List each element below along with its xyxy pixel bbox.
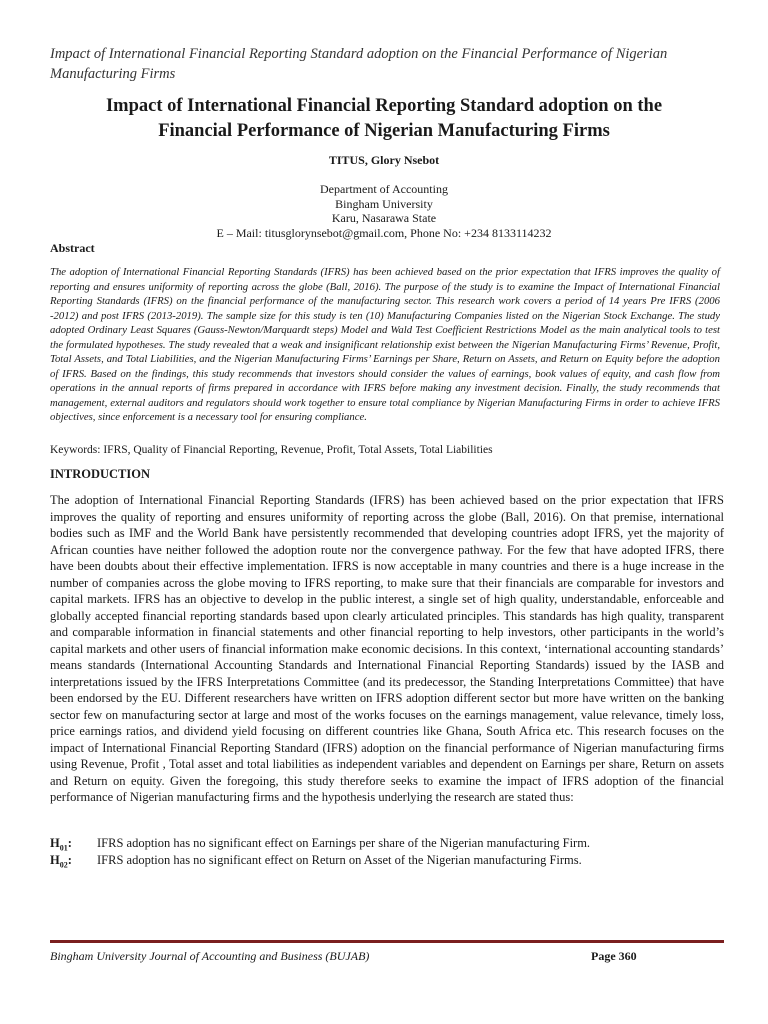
- footer-journal: Bingham University Journal of Accounting and Business (BUJAB): [50, 949, 370, 963]
- location: Karu, Nasarawa State: [331, 211, 437, 226]
- keywords: Keywords: IFRS, Quality of Financial Reporting, Revenue, Profit, Total Assets, Total Liabilities: [50, 444, 493, 456]
- footer-page-number: Page 360: [591, 949, 637, 963]
- paper-title-line-1: Impact of International Financial Reporting Standard adoption on the: [105, 96, 663, 116]
- hypothesis-2-text: IFRS adoption has no significant effect on Return on Asset of the Nigerian manufacturing Firms.: [97, 853, 582, 867]
- hypothesis-2-label: $H_{02}$:: [50, 853, 72, 870]
- department: Department of Accounting: [320, 182, 448, 196]
- author-name: TITUS, Glory Nsebot: [328, 153, 440, 167]
- abstract-text: The adoption of International Financial Reporting Standards (IFRS) has been achieved based on the prior expectation that IFRS improves the quality of reporting and ensures uniformity of reporting across the globe (Ball, 2016). The purpose of the study is to examine the Impact of International Financial Reporting Standards (IFRS) on the financial performance of the manufacturing sector. This research work covers a period of 14 years Pre IFRS (2006 -2012) and post IFRS (2013-2019). The sample size for this study is ten (10) Manufacturing Companies listed on the Nigerian Stock Exchange. The study adopted Ordinary Least Squares (Gauss-Newton/Marquardt steps) Model and Wald Test Coefficient Restrictions Model as the main analytical tools to test the formulated hypotheses. The study revealed that a weak and insignificant relationship exist between the Nigerian Manufacturing Firms’ Revenue, Profit, Total Assets, and Total Liabilities, and the Nigerian Manufacturing Firms’ Earnings per Share, Return on Assets, and Return on Equity before the adoption of IFRS. Based on the findings, this study recommends that investors should consider the values of earnings, book values of equity, and cash flow from operations in the annual reports of firms prepared in accordance with IFRS before making any investment decision. Finally, the study recommends that management, external auditors and regulators should work together to ensure total compliance by Nigerian Manufacturing Firms in order to achieve IFRS objectives, since enforcement is a necessary tool for ensuring compliance.: [50, 266, 720, 423]
- university: Bingham University: [335, 196, 433, 211]
- running-header: Impact of International Financial Reporting Standard adoption on the Financial Performance of Nigerian Manufacturing Firms: [50, 46, 668, 82]
- author-affiliation: [0, 182, 768, 240]
- paper-title: [40, 94, 728, 144]
- contact-info: E – Mail: titusglorynsebot@gmail.com, Phone No: +234 8133114232: [216, 225, 552, 240]
- paper-title-line-2: Financial Performance of Nigerian Manufacturing Firms: [158, 121, 610, 141]
- hypothesis-1-text: IFRS adoption has no significant effect on Earnings per share of the Nigerian manufacturing Firm.: [97, 836, 591, 850]
- footer-rule: [50, 940, 724, 943]
- hypothesis-2: [50, 852, 724, 874]
- introduction-text: The adoption of International Financial Reporting Standards (IFRS) has been achieved based on the prior expectation that IFRS improves the quality of reporting and ensures uniformity of reporting across the globe (Ball, 2016). On that premise, international bodies such as IMF and the World Bank have persistently recommended that developing countries adopt IFRS, yet the majority of African counties have neither followed the adoption route nor the convergence pathway. For the few that have adopted IFRS, there have been doubts about their effective implementation. IFRS is now acceptable in many countries and there is a huge increase in the number of companies across the globe moving to IFRS reporting, to make sure that their financials are comparable for investors and capital markets. IFRS has an objective to develop in the public interest, a single set of high quality, understandable, enforceable and globally accepted financial reporting standards based upon clearly articulated principles. This standards has high quality, transparent and comparable information in financial statements and other financial reporting to help investors, other participants in the world’s capital markets and other users of financial information make economic decisions. In this context, ‘international accounting standards’ means standards (International Accounting Standards and International Financial Reporting Standards) issued by the IASB and interpretations issued by the IFRS Interpretations Committee (and its predecessor, the Standing Interpretations Committee) that have been endorsed by the EU. Different researchers have written on IFRS adoption different sector but more have written on the banking sector few on manufacturing sector at large and most of the works focuses on the earnings management, value relevance, timely loss, price earnings ratios, and dividend yield focusing on different countries like Ghana, South Africa etc. This research focuses on the impact of International Financial Reporting Standard (IFRS) adoption on the financial performance of Nigerian manufacturing firms using Revenue, Profit , Total asset and total liabilities as independent variables and dependent on Earnings per share, Return on assets and Return on equity. Given the foregoing, this study therefore seeks to examine the impact of IFRS adoption of the financial performance of Nigerian manufacturing firms and the hypothesis underlying the research are stated thus:: [50, 493, 724, 804]
- abstract-heading: Abstract: [50, 241, 95, 255]
- introduction-heading: INTRODUCTION: [50, 467, 151, 481]
- hypothesis-1-label: $H_{01}$:: [50, 836, 72, 853]
